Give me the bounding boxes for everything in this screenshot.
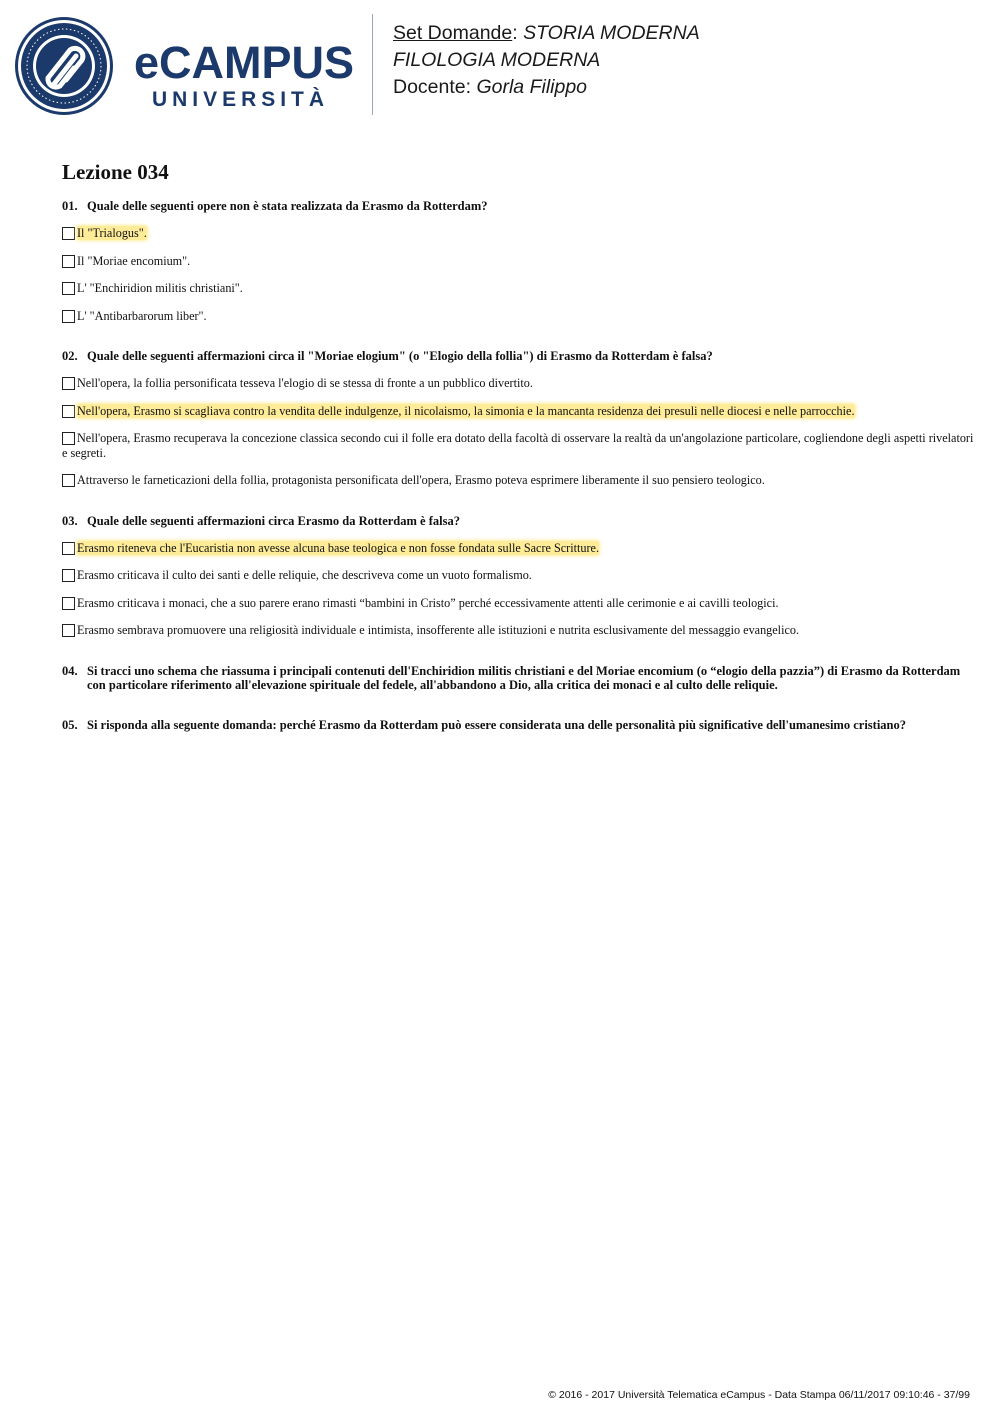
answer-text: Nell'opera, la follia personificata tesseva l'elogio di se stessa di fronte a un pubblico divertito. [77, 376, 533, 390]
lesson-title: Lezione 034 [62, 160, 169, 184]
question-01 [62, 199, 977, 323]
svg-text:eCAMPUS: eCAMPUS [134, 38, 354, 88]
page-footer: © 2016 - 2017 Università Telematica eCampus - Data Stampa 06/11/2017 09:10:46 - 37/99 [548, 1389, 970, 1401]
checkbox[interactable] [62, 597, 75, 610]
highlighted-answer-text: Il "Trialogus". [77, 226, 147, 240]
question-set [62, 160, 977, 758]
question-text: Si tracci uno schema che riassuma i principali contenuti dell'Enchiridion militis christiani e del Moriae encomium (o “elogio della pazzia”) di Erasmo da Rotterdam con particolare riferimento all'elevazione spirituale del fedele, all'abbandono a Dio, alla critica dei monaci e al culto delle reliquie. [87, 663, 961, 692]
question-text: Quale delle seguenti opere non è stata realizzata da Erasmo da Rotterdam? [87, 199, 488, 213]
highlighted-answer-text: Erasmo riteneva che l'Eucaristia non avesse alcuna base teologica e non fosse fondata sulle Sacre Scritture. [77, 540, 599, 555]
program-name: FILOLOGIA MODERNA [393, 49, 601, 71]
ecampus-wordmark-logo [134, 38, 359, 118]
checkbox[interactable] [62, 542, 75, 555]
checkbox[interactable] [62, 432, 75, 445]
answer-text: Erasmo criticava i monaci, che a suo parere erano rimasti “bambini in Cristo” perché eccessivamente attenti alle cerimonie e ai cavilli teologici. [77, 595, 779, 610]
answer-option[interactable] [62, 376, 977, 391]
question-number: 01. [62, 199, 78, 213]
answer-option[interactable] [62, 254, 977, 269]
answer-option[interactable] [62, 473, 977, 488]
answer-text: Attraverso le farneticazioni della follia, protagonista personificata dell'opera, Erasmo poteva esprimere liberamente il suo pensiero teologico. [77, 473, 765, 487]
checkbox[interactable] [62, 377, 75, 390]
answer-text: Erasmo criticava il culto dei santi e delle reliquie, che descriveva come un vuoto formalismo. [77, 568, 532, 582]
answer-option[interactable] [62, 431, 977, 460]
checkbox[interactable] [62, 569, 75, 582]
answer-option[interactable] [62, 309, 977, 324]
checkbox[interactable] [62, 227, 75, 240]
checkbox[interactable] [62, 624, 75, 637]
question-number: 03. [62, 513, 78, 528]
answer-option[interactable] [62, 596, 977, 611]
question-number: 05. [62, 717, 78, 732]
answer-text: Il "Moriae encomium". [77, 253, 191, 268]
question-text: Quale delle seguenti affermazioni circa il "Moriae elogium" (o "Elogio della follia") di Erasmo da Rotterdam è falsa? [87, 349, 713, 363]
question-03 [62, 514, 977, 638]
checkbox[interactable] [62, 282, 75, 295]
question-text: Si risponda alla seguente domanda: perché Erasmo da Rotterdam può essere considerata una delle personalità più significative dell'umanesimo cristiano? [87, 717, 906, 732]
answer-option[interactable] [62, 623, 977, 638]
answer-text: Nell'opera, Erasmo recuperava la concezione classica secondo cui il folle era dotato della facoltà di osservare la realtà da un'angolazione particolare, cogliendone degli aspetti rivelatori e segreti. [62, 431, 974, 460]
question-05 [62, 718, 977, 732]
answer-option[interactable] [62, 226, 977, 241]
highlighted-answer-text: Nell'opera, Erasmo si scagliava contro la vendita delle indulgenze, il nicolaismo, la simonia e la mancanta residenza dei presuli nelle diocesi e nelle parrocchie. [77, 403, 855, 418]
course-info: Set Domande: STORIA MODERNA FILOLOGIA MODERNA Docente: Gorla Filippo [393, 22, 700, 98]
answer-option[interactable] [62, 404, 977, 419]
question-04 [62, 664, 977, 692]
header-divider [372, 14, 373, 115]
checkbox[interactable] [62, 310, 75, 323]
question-number: 04. [62, 663, 78, 678]
question-02 [62, 349, 977, 488]
answer-option[interactable] [62, 568, 977, 583]
ecampus-seal-logo [14, 16, 114, 116]
svg-text:UNIVERSITÀ: UNIVERSITÀ [152, 88, 324, 111]
question-text: Quale delle seguenti affermazioni circa Erasmo da Rotterdam è falsa? [87, 513, 460, 528]
answer-text: L' "Antibarbarorum liber". [77, 308, 207, 323]
course-name: STORIA MODERNA [523, 22, 700, 44]
page-header [0, 0, 1000, 130]
checkbox[interactable] [62, 405, 75, 418]
answer-option[interactable] [62, 281, 977, 296]
answer-option[interactable] [62, 541, 977, 556]
answer-text: Erasmo sembrava promuovere una religiosità individuale e intimista, insofferente alle istituzioni e nutrita esclusivamente del messaggio evangelico. [77, 623, 800, 637]
set-label: Set Domande [393, 22, 513, 44]
answer-text: L' "Enchiridion militis christiani". [77, 281, 243, 295]
checkbox[interactable] [62, 474, 75, 487]
teacher-label: Docente: [393, 76, 477, 98]
question-number: 02. [62, 349, 78, 363]
checkbox[interactable] [62, 255, 75, 268]
teacher-name: Gorla Filippo [476, 76, 588, 98]
